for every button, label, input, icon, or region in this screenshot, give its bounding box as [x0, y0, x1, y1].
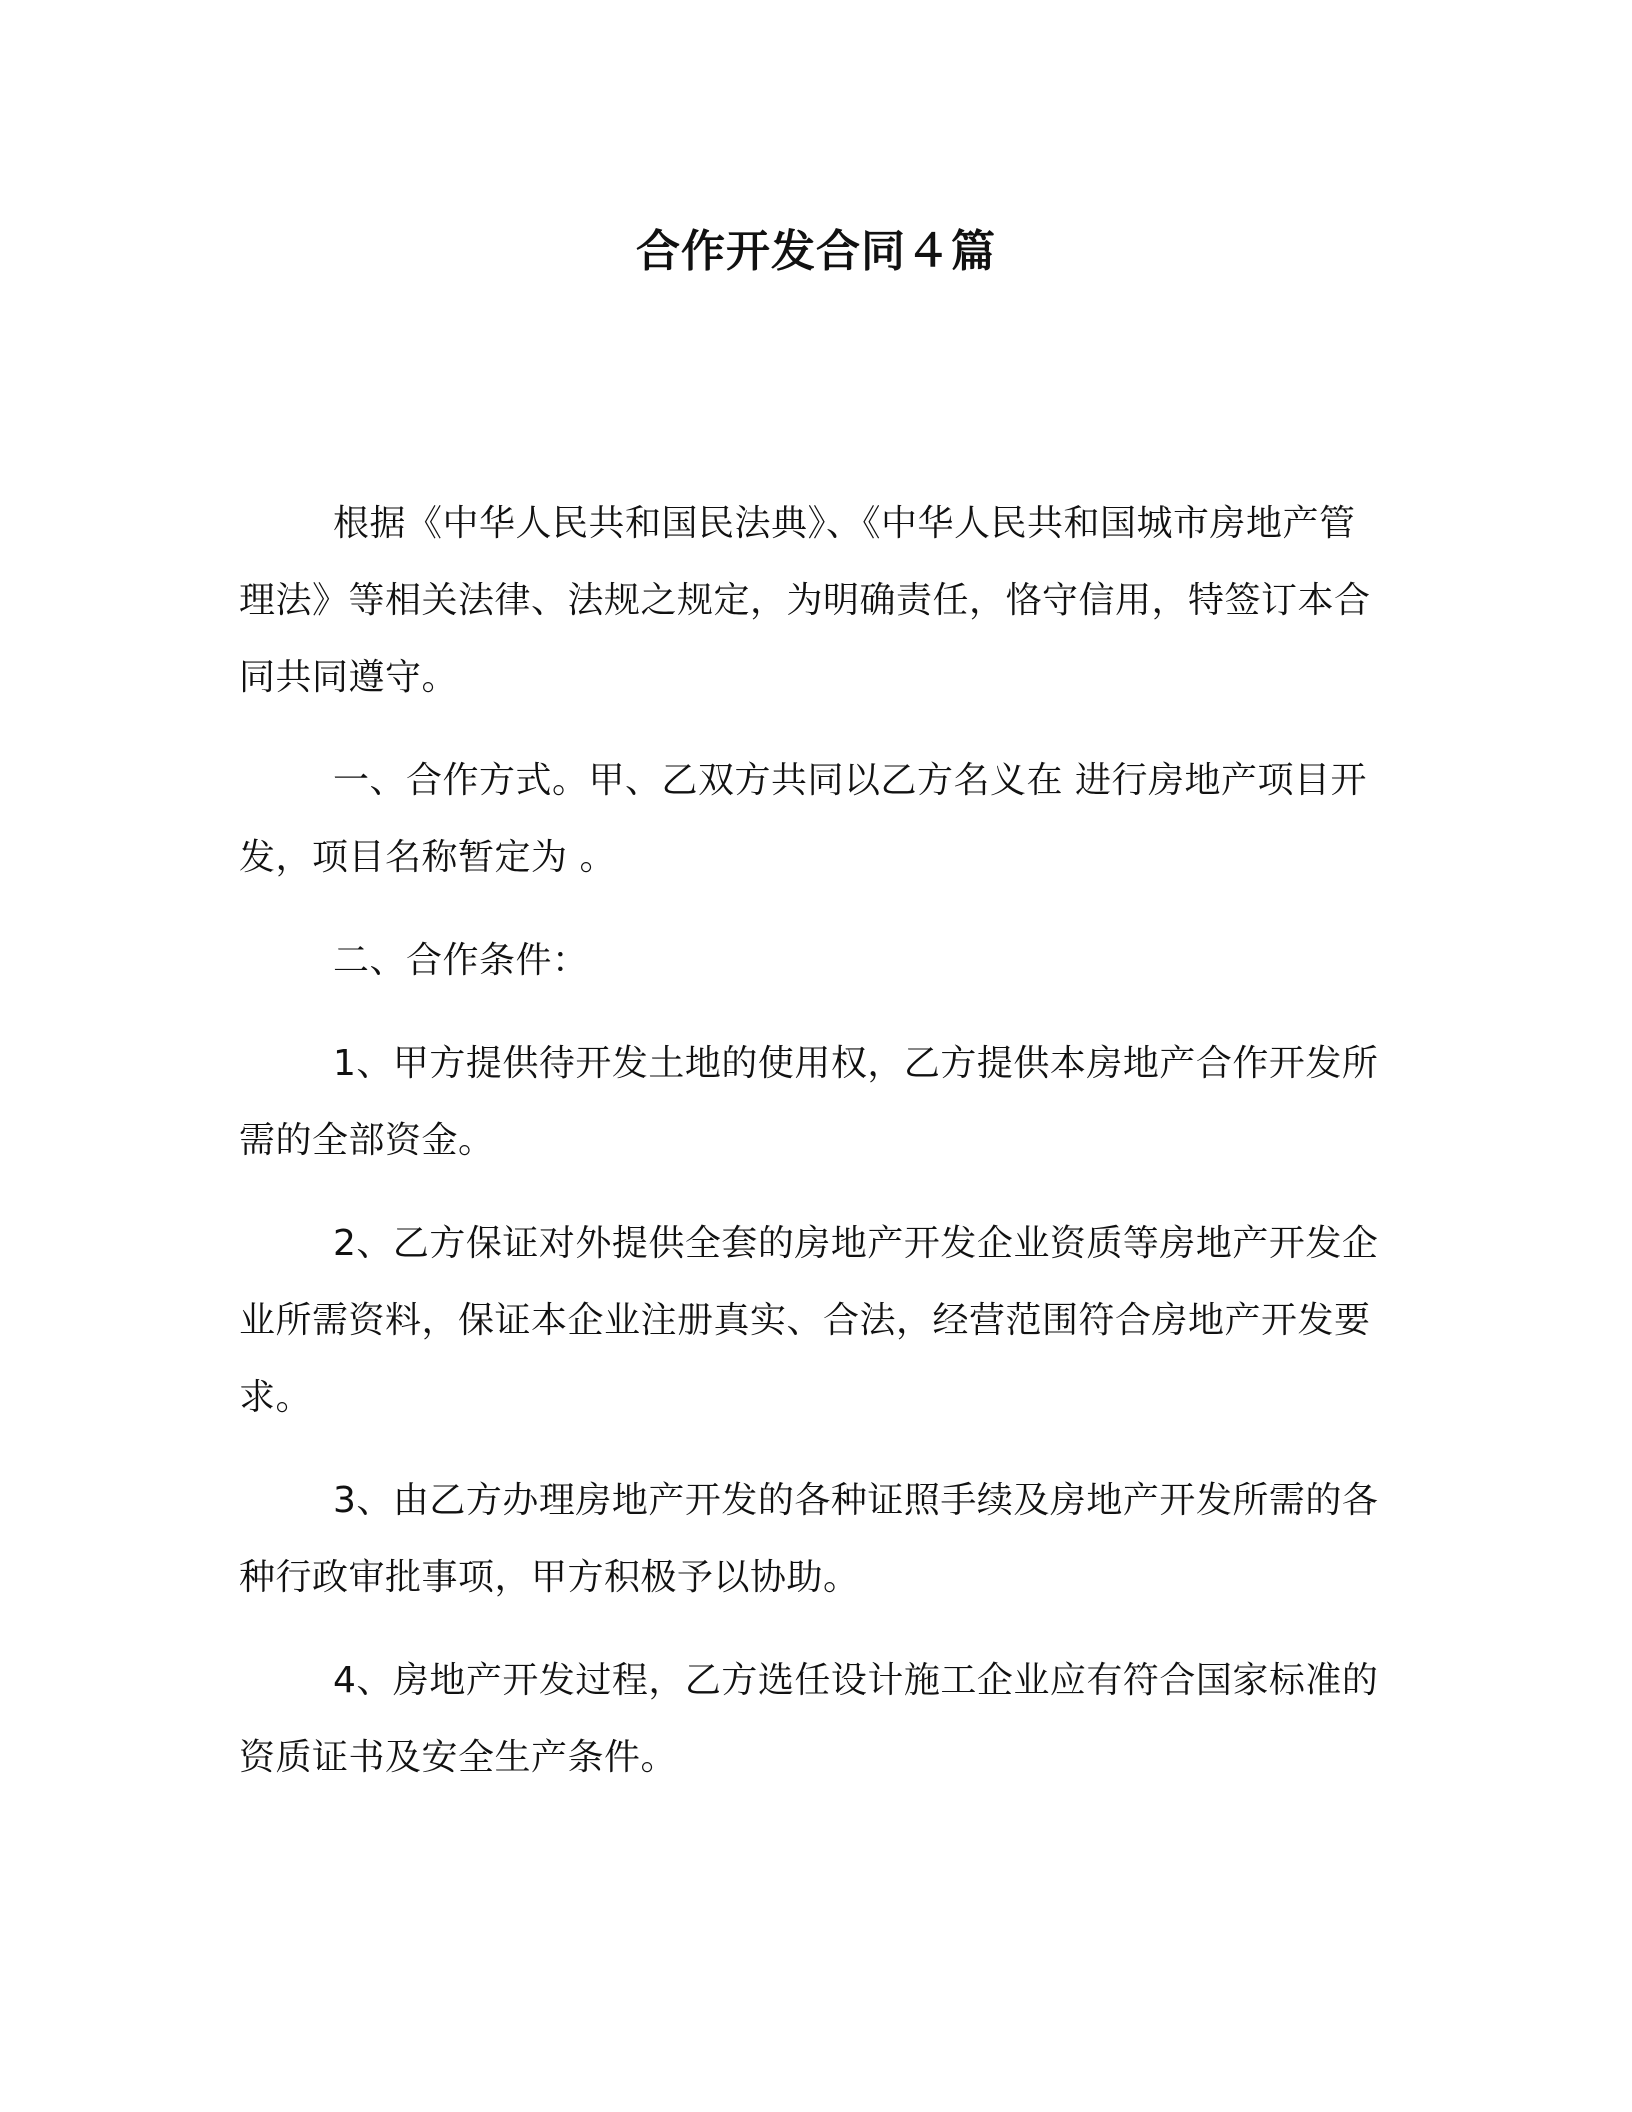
- paragraph-condition-2: 2、乙方保证对外提供全套的房地产开发企业资质等房地产开发企业所需资料，保证本企业注册真实、合法，经营范围符合房地产开发要求。: [239, 1223, 1379, 1418]
- paragraph-condition-4: 4、房地产开发过程，乙方选任设计施工企业应有符合国家标准的资质证书及安全生产条件。: [239, 1660, 1379, 1778]
- document-body: [239, 485, 1389, 1822]
- paragraph-cooperation-conditions-heading: 二、合作条件：: [333, 940, 589, 981]
- paragraph-condition-1: 1、甲方提供待开发土地的使用权，乙方提供本房地产合作开发所需的全部资金。: [239, 1043, 1379, 1161]
- document-title: 合作开发合同４篇: [636, 226, 996, 277]
- paragraph-condition-3: 3、由乙方办理房地产开发的各种证照手续及房地产开发所需的各种行政审批事项，甲方积极予以协助。: [239, 1480, 1379, 1598]
- paragraph-cooperation-method: 一、合作方式。甲、乙双方共同以乙方名义在 进行房地产项目开发，项目名称暂定为 。: [239, 760, 1367, 878]
- paragraph-preamble: 根据《中华人民共和国民法典》、《中华人民共和国城市房地产管理法》等相关法律、法规之规定，为明确责任，恪守信用，特签订本合同共同遵守。: [239, 503, 1371, 698]
